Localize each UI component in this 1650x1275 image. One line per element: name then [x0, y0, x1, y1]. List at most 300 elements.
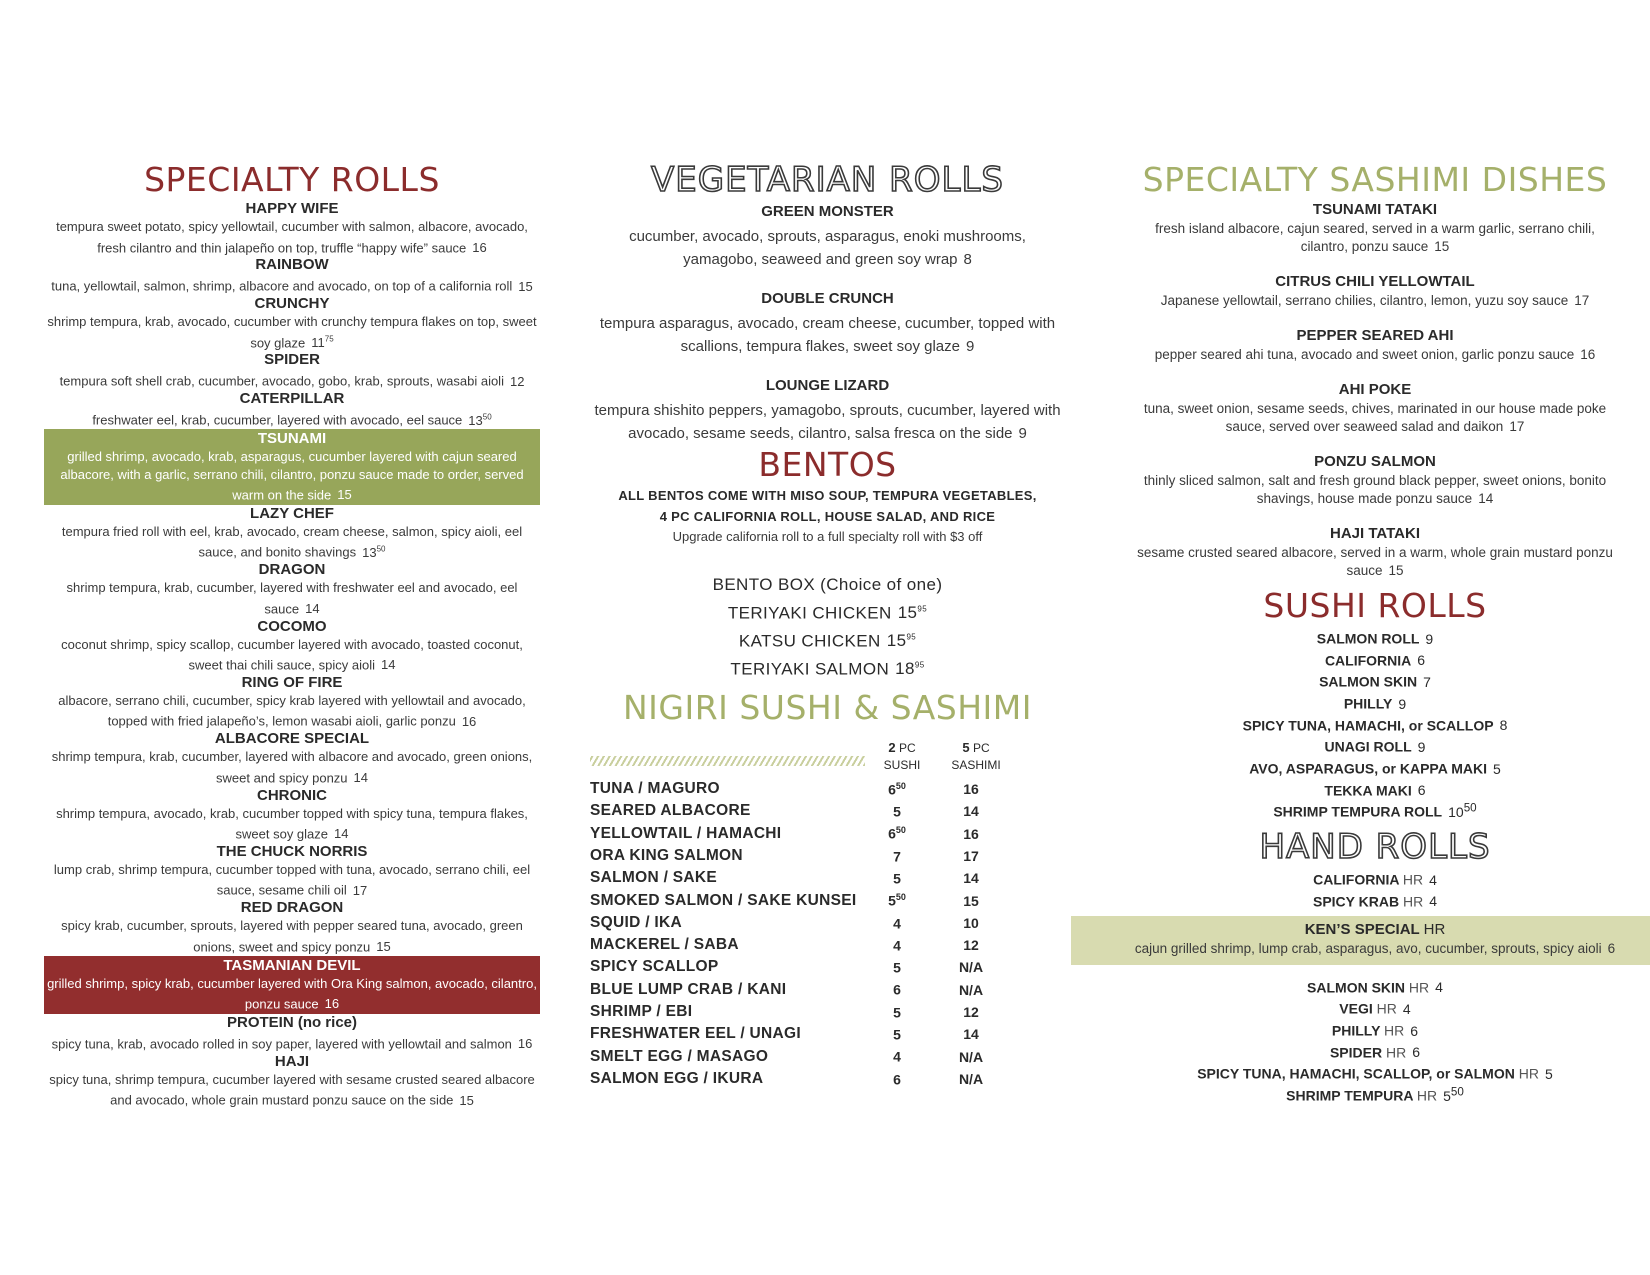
nigiri-name: SMOKED SALMON / SAKE KUNSEI: [590, 891, 857, 909]
item-price: [1493, 761, 1501, 777]
item-price: [1418, 739, 1426, 755]
price-value: 16: [324, 996, 340, 1012]
sushi-price-value: 4: [893, 915, 901, 932]
item-price: [518, 1036, 532, 1051]
item-price: 8: [963, 251, 972, 268]
specialty-roll-item: [44, 256, 540, 295]
item-price: [311, 335, 333, 350]
specialty-roll-item: [44, 561, 540, 617]
price-value: 12: [509, 373, 525, 389]
nigiri-sushi-price: [860, 892, 934, 909]
sushi-rolls-title: SUSHI ROLLS: [1263, 586, 1487, 625]
specialty-roll-desc: [44, 408, 540, 429]
nigiri-row: [590, 934, 1065, 956]
hand-roll-hr-label: HR: [1518, 1066, 1539, 1082]
price-value: 5: [1443, 1087, 1451, 1104]
item-price: [305, 601, 319, 616]
price-value: 18: [895, 659, 915, 679]
price-value: 9: [1398, 695, 1407, 712]
hand-rolls-title: HAND ROLLS: [1259, 826, 1491, 867]
item-price: [337, 487, 351, 502]
nigiri-row: [590, 1001, 1065, 1023]
sashimi-dish-desc-text: pepper seared ahi tuna, avocado and sweet onion, garlic ponzu sauce: [1154, 347, 1575, 362]
item-price: [1418, 782, 1426, 798]
price-value: 9: [1425, 630, 1434, 647]
price-value: 7: [1423, 673, 1431, 690]
hand-roll-hr-label: HR: [1408, 979, 1430, 996]
specialty-roll-item: [44, 899, 540, 955]
sashimi-dish-desc-text: thinly sliced salmon, salt and fresh ground black pepper, sweet onions, bonito shavings, house made ponzu sauce: [1143, 473, 1607, 506]
nigiri-sushi-price: [860, 981, 934, 998]
item-price: 9: [965, 338, 975, 355]
hand-roll-hr-label: HR: [1402, 871, 1424, 888]
item-price: [334, 826, 348, 841]
vegetarian-rolls-list: [590, 202, 1065, 445]
price-value: 15: [337, 487, 352, 503]
hand-roll-name: SPIDER: [1329, 1044, 1383, 1061]
nigiri-title: NIGIRI SUSHI & SASHIMI: [622, 687, 1032, 727]
nigiri-sushi-price: [860, 915, 934, 932]
specialty-roll-desc-text: spicy tuna, krab, avocado rolled in soy paper, layered with yellowtail and salmon: [51, 1036, 512, 1052]
item-price: [1429, 872, 1437, 888]
hand-roll-item: [1133, 1061, 1617, 1083]
sushi-price-cents: 50: [895, 825, 906, 836]
sushi-price-value: 5: [893, 1004, 901, 1021]
specialty-roll-item: [44, 787, 540, 843]
specialty-roll-desc: [44, 1071, 540, 1109]
sashimi-dish-item: [1133, 524, 1617, 580]
specialty-roll-desc-text: spicy tuna, shrimp tempura, cucumber layered with sesame crusted seared albacore and avocado, whole grain mustard ponzu sauce on the side: [49, 1071, 535, 1108]
nigiri-name: SHRIMP / EBI: [590, 1003, 693, 1021]
specialty-roll-desc: [44, 218, 540, 256]
price-value: 15: [886, 631, 907, 651]
sushi-roll-name: SALMON ROLL: [1316, 630, 1420, 647]
nigiri-sushi-price: [860, 803, 934, 820]
sushi-roll-name: TEKKA MAKI: [1324, 782, 1412, 799]
specialty-roll-name: TSUNAMI: [257, 430, 327, 448]
sashimi-dish-name: PONZU SALMON: [1314, 453, 1436, 470]
nigiri-table-header: [590, 734, 1065, 774]
item-price: [1429, 893, 1437, 909]
bentos-upgrade-note: Upgrade california roll to a full specialty roll with $3 off: [672, 529, 983, 544]
vegetarian-roll-name: GREEN MONSTER: [761, 203, 894, 220]
specialty-roll-item: [44, 956, 540, 1014]
item-price: 17: [1574, 293, 1590, 308]
specialty-roll-desc-text: lump crab, shrimp tempura, cucumber topped with tuna, avocado, serrano chili, eel sauce, sesame chili oil: [53, 861, 531, 898]
nigiri-name: SMELT EGG / MASAGO: [590, 1047, 769, 1065]
sushi-roll-item: [1133, 648, 1617, 670]
hand-roll-hr-label: HR: [1376, 1001, 1397, 1018]
hand-roll-name: SPICY TUNA, HAMACHI, SCALLOP, or SALMON: [1197, 1066, 1515, 1082]
sashimi-dish-name: CITRUS CHILI YELLOWTAIL: [1275, 273, 1475, 290]
sashimi-dish-item: [1133, 200, 1617, 256]
specialty-roll-name: ALBACORE SPECIAL: [214, 730, 370, 748]
item-price: 16: [1580, 347, 1596, 362]
price-cents: 75: [324, 334, 334, 344]
specialty-roll-name: HAJI: [274, 1052, 310, 1070]
hand-roll-hr-label: HR: [1416, 1087, 1438, 1104]
item-price: [1448, 801, 1477, 820]
specialty-rolls-section: [44, 160, 540, 1109]
sashimi-dishes-title: SPECIALTY SASHIMI DISHES: [1142, 160, 1608, 199]
nigiri-sushi-price: [860, 1004, 934, 1021]
bento-item-name: TERIYAKI SALMON: [730, 659, 890, 679]
bento-box-label: BENTO BOX (Choice of one): [712, 575, 943, 594]
price-value: 13: [362, 544, 377, 560]
sushi-price-value: 4: [893, 937, 901, 954]
sashimi-dish-item: [1133, 272, 1617, 310]
nigiri-sushi-price: [860, 781, 934, 798]
specialty-roll-desc-text: coconut shrimp, spicy scallop, cucumber layered with avocado, toasted coconut, sweet thai chili sauce, spicy aioli: [61, 636, 523, 673]
specialty-roll-desc: [44, 636, 540, 674]
bento-item: [590, 598, 1065, 626]
specialty-roll-name: TASMANIAN DEVIL: [223, 956, 361, 974]
specialty-rolls-list: [44, 200, 540, 1109]
bentos-note-line2: 4 PC CALIFORNIA ROLL, HOUSE SALAD, AND RICE: [659, 509, 996, 524]
sashimi-dish-name: PEPPER SEARED AHI: [1296, 327, 1454, 344]
hand-roll-hr-label: HR: [1385, 1044, 1407, 1061]
bentos-title: BENTOS: [758, 445, 897, 484]
nigiri-sashimi-price: N/A: [958, 959, 984, 976]
nigiri-row: [590, 979, 1065, 1001]
vegetarian-roll-name: DOUBLE CRUNCH: [761, 290, 894, 307]
item-price: [376, 939, 390, 954]
specialty-roll-name: RED DRAGON: [240, 899, 344, 917]
price-value: 4: [1429, 871, 1437, 888]
price-value: 16: [517, 1036, 533, 1052]
nigiri-sashimi-price: 12: [963, 937, 979, 954]
hand-rolls-bottom-list: [1133, 975, 1617, 1105]
sushi-roll-name: UNAGI ROLL: [1324, 738, 1412, 755]
nigiri-name: BLUE LUMP CRAB / KANI: [590, 980, 787, 998]
sashimi-dish-desc: [1133, 220, 1617, 256]
specialty-roll-name: PROTEIN (no rice): [226, 1013, 357, 1031]
sushi-roll-item: [1133, 734, 1617, 756]
specialty-roll-desc: [44, 274, 540, 295]
nigiri-sashimi-price: 10: [963, 914, 979, 931]
specialty-roll-desc-text: freshwater eel, krab, cucumber, layered with avocado, eel sauce: [92, 412, 463, 428]
sushi-roll-name: SHRIMP TEMPURA ROLL: [1273, 803, 1443, 820]
hand-roll-item: [1133, 975, 1617, 997]
nigiri-row: [590, 845, 1065, 867]
sushi-price-value: 5: [893, 870, 901, 887]
sashimi-dish-desc: [1133, 472, 1617, 508]
specialty-roll-name: CATERPILLAR: [239, 390, 345, 408]
price-value: 9: [1417, 738, 1426, 755]
specialty-roll-desc-text: grilled shrimp, avocado, krab, asparagus, cucumber layered with cajun seared albacore, with a garlic, serrano chili, cilantro, ponzu sauce made to order, served warm on the side: [60, 449, 524, 503]
middle-column: [590, 160, 1065, 1090]
vegetarian-roll-name: LOUNGE LIZARD: [765, 377, 890, 394]
price-value: 14: [334, 826, 349, 842]
specialty-roll-item: [44, 674, 540, 730]
nigiri-name: TUNA / MAGURO: [590, 780, 720, 798]
sushi-roll-item: [1133, 778, 1617, 800]
bento-item-name: TERIYAKI CHICKEN: [727, 603, 892, 623]
price-value: 15: [376, 939, 391, 955]
specialty-roll-desc: [44, 748, 540, 786]
nigiri-row: [590, 1068, 1065, 1090]
nigiri-name: SALMON EGG / IKURA: [590, 1069, 764, 1087]
specialty-roll-desc: [44, 1032, 540, 1053]
hand-roll-name: CALIFORNIA: [1313, 871, 1399, 888]
price-value: 17: [352, 882, 368, 898]
specialty-roll-desc: [44, 975, 540, 1013]
nigiri-row: [590, 912, 1065, 934]
specialty-roll-name: THE CHUCK NORRIS: [216, 842, 368, 860]
nigiri-row: [590, 1023, 1065, 1045]
nigiri-sashimi-price: 17: [963, 848, 979, 864]
item-price: 15: [1388, 563, 1404, 578]
price-cents: 50: [1450, 1085, 1464, 1098]
sashimi-dish-desc-text: Japanese yellowtail, serrano chilies, cilantro, lemon, yuzu soy sauce: [1160, 293, 1569, 308]
sushi-roll-name: SALMON SKIN: [1319, 673, 1418, 690]
item-price: [1403, 1001, 1411, 1017]
specialty-roll-desc-text: tempura fried roll with eel, krab, avocado, cream cheese, salmon, spicy aioli, eel sauce, and bonito shavings: [61, 523, 523, 560]
price-cents: 50: [376, 544, 386, 554]
nigiri-sashimi-price: 15: [963, 892, 979, 909]
price-value: 15: [897, 603, 918, 623]
price-value: 16: [461, 713, 477, 729]
specialty-roll-item: [44, 618, 540, 674]
item-price: [1417, 652, 1425, 668]
item-price: 14: [1478, 491, 1494, 506]
specialty-roll-desc: [44, 313, 540, 351]
sushi-price-cents: 50: [895, 892, 906, 903]
nigiri-sashimi-price: N/A: [958, 1070, 984, 1087]
price-value: 14: [305, 601, 320, 617]
price-value: 13: [468, 412, 483, 428]
bento-box-list: [590, 573, 1065, 682]
sashimi-dish-desc: [1133, 544, 1617, 580]
bento-item: [590, 626, 1065, 654]
nigiri-sushi-price: [860, 1026, 934, 1043]
specialty-roll-desc-text: shrimp tempura, krab, cucumber, layered with albacore and avocado, green onions, sweet and spicy ponzu: [51, 749, 533, 786]
specialty-roll-item: [44, 1053, 540, 1109]
item-price: [510, 374, 524, 389]
vegetarian-roll-desc-text: tempura shishito peppers, yamagobo, sprouts, cucumber, layered with avocado, sesame seeds, cilantro, salsa fresca on the side: [594, 402, 1061, 442]
specialty-roll-name: RING OF FIRE: [241, 673, 343, 691]
price-cents: 95: [914, 660, 925, 670]
price-value: 6: [1417, 782, 1426, 799]
price-value: 15: [518, 278, 533, 294]
price-value: 5: [1544, 1066, 1553, 1082]
nigiri-name: SALMON / SAKE: [590, 869, 718, 887]
price-value: 16: [472, 239, 487, 255]
hand-roll-name: SHRIMP TEMPURA: [1286, 1087, 1413, 1104]
nigiri-row: [590, 823, 1065, 845]
specialty-roll-name: SPIDER: [264, 351, 320, 369]
kens-special-desc: cajun grilled shrimp, lump crab, asparagus, avo, cucumber, sprouts, spicy aioli 6: [1134, 941, 1616, 957]
price-value: 11: [311, 334, 325, 350]
item-price: [1545, 1066, 1553, 1082]
specialty-roll-desc: [44, 861, 540, 899]
sashimi-dish-item: [1133, 380, 1617, 436]
price-value: 14: [380, 657, 396, 673]
specialty-roll-desc-text: albacore, serrano chili, cucumber, spicy krab layered with yellowtail and avocado, topped with fried jalapeño’s, lemon wasabi aioli, garlic ponzu: [58, 692, 526, 729]
nigiri-sushi-price: [860, 825, 934, 842]
hand-roll-hr-label: HR: [1402, 893, 1424, 910]
nigiri-sashimi-price: N/A: [958, 981, 984, 998]
hand-roll-name: VEGI: [1339, 1001, 1373, 1018]
nigiri-sushi-price: [860, 870, 934, 887]
bento-item: [590, 654, 1065, 682]
specialty-roll-desc-text: spicy krab, cucumber, sprouts, layered with pepper seared tuna, avocado, green onions, sweet and spicy ponzu: [61, 918, 523, 955]
sushi-price-value: 6: [888, 781, 896, 798]
sushi-roll-name: PHILLY: [1343, 695, 1393, 712]
item-price: [1398, 696, 1406, 712]
sashimi-dish-desc-text: tuna, sweet onion, sesame seeds, chives, marinated in our house made poke sauce, served over seaweed salad and daikon: [1143, 401, 1607, 434]
nigiri-name: SEARED ALBACORE: [590, 802, 751, 820]
vegetarian-roll-item: [590, 289, 1065, 358]
specialty-roll-desc-text: tempura soft shell crab, cucumber, avocado, gobo, krab, sprouts, wasabi aioli: [59, 373, 504, 389]
sashimi-dish-desc: [1133, 400, 1617, 436]
specialty-roll-desc: [44, 369, 540, 390]
nigiri-row: [590, 778, 1065, 800]
hand-roll-item: [1133, 889, 1617, 911]
nigiri-name: ORA KING SALMON: [590, 847, 743, 864]
nigiri-sushi-price: [860, 848, 934, 865]
hand-roll-item: [1133, 1018, 1617, 1040]
item-price: [518, 279, 532, 294]
sashimi-dish-item: [1133, 452, 1617, 508]
nigiri-sashimi-price: 14: [963, 870, 979, 887]
sushi-price-value: 5: [893, 959, 901, 976]
item-price: [1412, 1044, 1420, 1060]
price-cents: 50: [1463, 801, 1477, 815]
item-price: 17: [1509, 419, 1525, 434]
sushi-price-value: 5: [893, 803, 901, 820]
sushi-price-value: 4: [893, 1049, 901, 1065]
nigiri-sushi-price: [860, 937, 934, 954]
sushi-price-value: 5: [893, 1026, 901, 1043]
sushi-roll-item: [1133, 713, 1617, 735]
specialty-roll-item: [44, 390, 540, 429]
item-price: [1500, 717, 1508, 733]
sashimi-dish-desc-text: sesame crusted seared albacore, served in a warm, whole grain mustard ponzu sauce: [1137, 545, 1613, 578]
price-value: 4: [1402, 1001, 1411, 1018]
hand-roll-item: [1133, 1083, 1617, 1105]
specialty-roll-desc: [44, 579, 540, 617]
sashimi-dish-desc: [1133, 292, 1617, 310]
hand-roll-item: [1133, 867, 1617, 889]
item-price: 9: [1018, 425, 1027, 442]
nigiri-row: [590, 1046, 1065, 1068]
specialty-roll-name: DRAGON: [258, 561, 326, 579]
nigiri-row: [590, 867, 1065, 889]
sushi-price-value: 6: [893, 1071, 901, 1088]
nigiri-sashimi-price: 16: [963, 825, 979, 842]
sushi-column-header: 2 PC SUSHI: [883, 739, 921, 772]
specialty-roll-name: CRUNCHY: [254, 295, 330, 313]
price-value: 6: [1412, 1044, 1421, 1061]
nigiri-name: SPICY SCALLOP: [590, 958, 719, 976]
item-price: [468, 413, 491, 428]
specialty-rolls-title: SPECIALTY ROLLS: [144, 160, 440, 199]
nigiri-table: [590, 734, 1065, 1090]
specialty-roll-name: LAZY CHEF: [250, 504, 334, 522]
sushi-roll-item: [1133, 799, 1617, 821]
bentos-note-line1: ALL BENTOS COME WITH MISO SOUP, TEMPURA VEGETABLES,: [618, 488, 1037, 503]
sushi-price-cents: 50: [895, 780, 906, 791]
sashimi-dish-desc: [1133, 346, 1617, 364]
nigiri-sashimi-price: N/A: [958, 1048, 984, 1065]
hatch-divider: [590, 756, 865, 766]
hand-rolls-top-list: [1133, 867, 1617, 910]
hand-roll-hr-label: HR: [1384, 1022, 1405, 1039]
nigiri-sashimi-price: 14: [963, 1026, 979, 1043]
nigiri-sashimi-price: 12: [963, 1004, 979, 1021]
nigiri-name: FRESHWATER EEL / UNAGI: [590, 1025, 801, 1043]
price-value: 6: [1410, 1022, 1419, 1039]
specialty-roll-desc: [44, 917, 540, 955]
item-price: [1435, 979, 1443, 995]
sashimi-column-header: 5 PC SASHIMI: [951, 739, 1001, 772]
sushi-rolls-list: [1133, 626, 1617, 821]
price-value: 4: [1429, 893, 1437, 910]
sushi-roll-name: CALIFORNIA: [1324, 652, 1412, 669]
nigiri-name: YELLOWTAIL / HAMACHI: [590, 824, 782, 842]
price-cents: 95: [917, 604, 928, 614]
specialty-roll-item: [44, 351, 540, 390]
nigiri-row: [590, 956, 1065, 978]
kens-special-box: [1071, 916, 1650, 965]
vegetarian-roll-desc-text: tempura asparagus, avocado, cream cheese, cucumber, topped with scallions, tempura flakes, sweet soy glaze: [599, 315, 1056, 355]
nigiri-row: [590, 889, 1065, 911]
vegetarian-roll-desc: [590, 225, 1065, 271]
sashimi-dish-name: TSUNAMI TATAKI: [1312, 201, 1438, 218]
nigiri-name: MACKEREL / SABA: [590, 936, 739, 954]
specialty-roll-desc: [44, 692, 540, 730]
sushi-price-value: 6: [893, 982, 901, 999]
price-cents: 50: [482, 412, 492, 422]
sushi-price-value: 7: [893, 848, 901, 865]
sashimi-dishes-list: [1133, 200, 1617, 580]
price-value: 6: [1417, 652, 1426, 669]
sashimi-dish-item: [1133, 326, 1617, 364]
price-cents: 95: [906, 632, 917, 642]
sushi-roll-item: [1133, 669, 1617, 691]
price-value: 10: [1448, 803, 1464, 820]
item-price: [381, 657, 395, 672]
hand-roll-name: SPICY KRAB: [1312, 893, 1400, 910]
specialty-roll-desc: [44, 448, 540, 504]
item-price: [354, 770, 368, 785]
price-value: 5: [1492, 760, 1501, 777]
price-value: 14: [353, 770, 368, 786]
item-price: [1423, 674, 1431, 690]
specialty-roll-item: [44, 843, 540, 899]
vegetarian-roll-desc: [590, 399, 1065, 445]
right-column: [1133, 160, 1617, 1105]
sushi-roll-name: SPICY TUNA, HAMACHI, or SCALLOP: [1242, 717, 1494, 734]
nigiri-sushi-price: [860, 1071, 934, 1088]
item-price: [472, 240, 486, 255]
hand-roll-item: [1133, 996, 1617, 1018]
hand-roll-name: SALMON SKIN: [1307, 979, 1406, 996]
sushi-roll-item: [1133, 626, 1617, 648]
nigiri-sashimi-price: 14: [963, 803, 979, 820]
specialty-roll-item: [44, 429, 540, 505]
vegetarian-roll-desc: [590, 312, 1065, 358]
sushi-roll-item: [1133, 691, 1617, 713]
specialty-roll-name: RAINBOW: [255, 256, 329, 274]
vegetarian-rolls-title: VEGETARIAN ROLLS: [651, 160, 1004, 200]
sashimi-dish-name: AHI POKE: [1338, 381, 1412, 398]
item-price: [325, 996, 339, 1011]
nigiri-name: SQUID / IKA: [590, 913, 683, 931]
item-price: [353, 883, 367, 898]
sushi-roll-item: [1133, 756, 1617, 778]
